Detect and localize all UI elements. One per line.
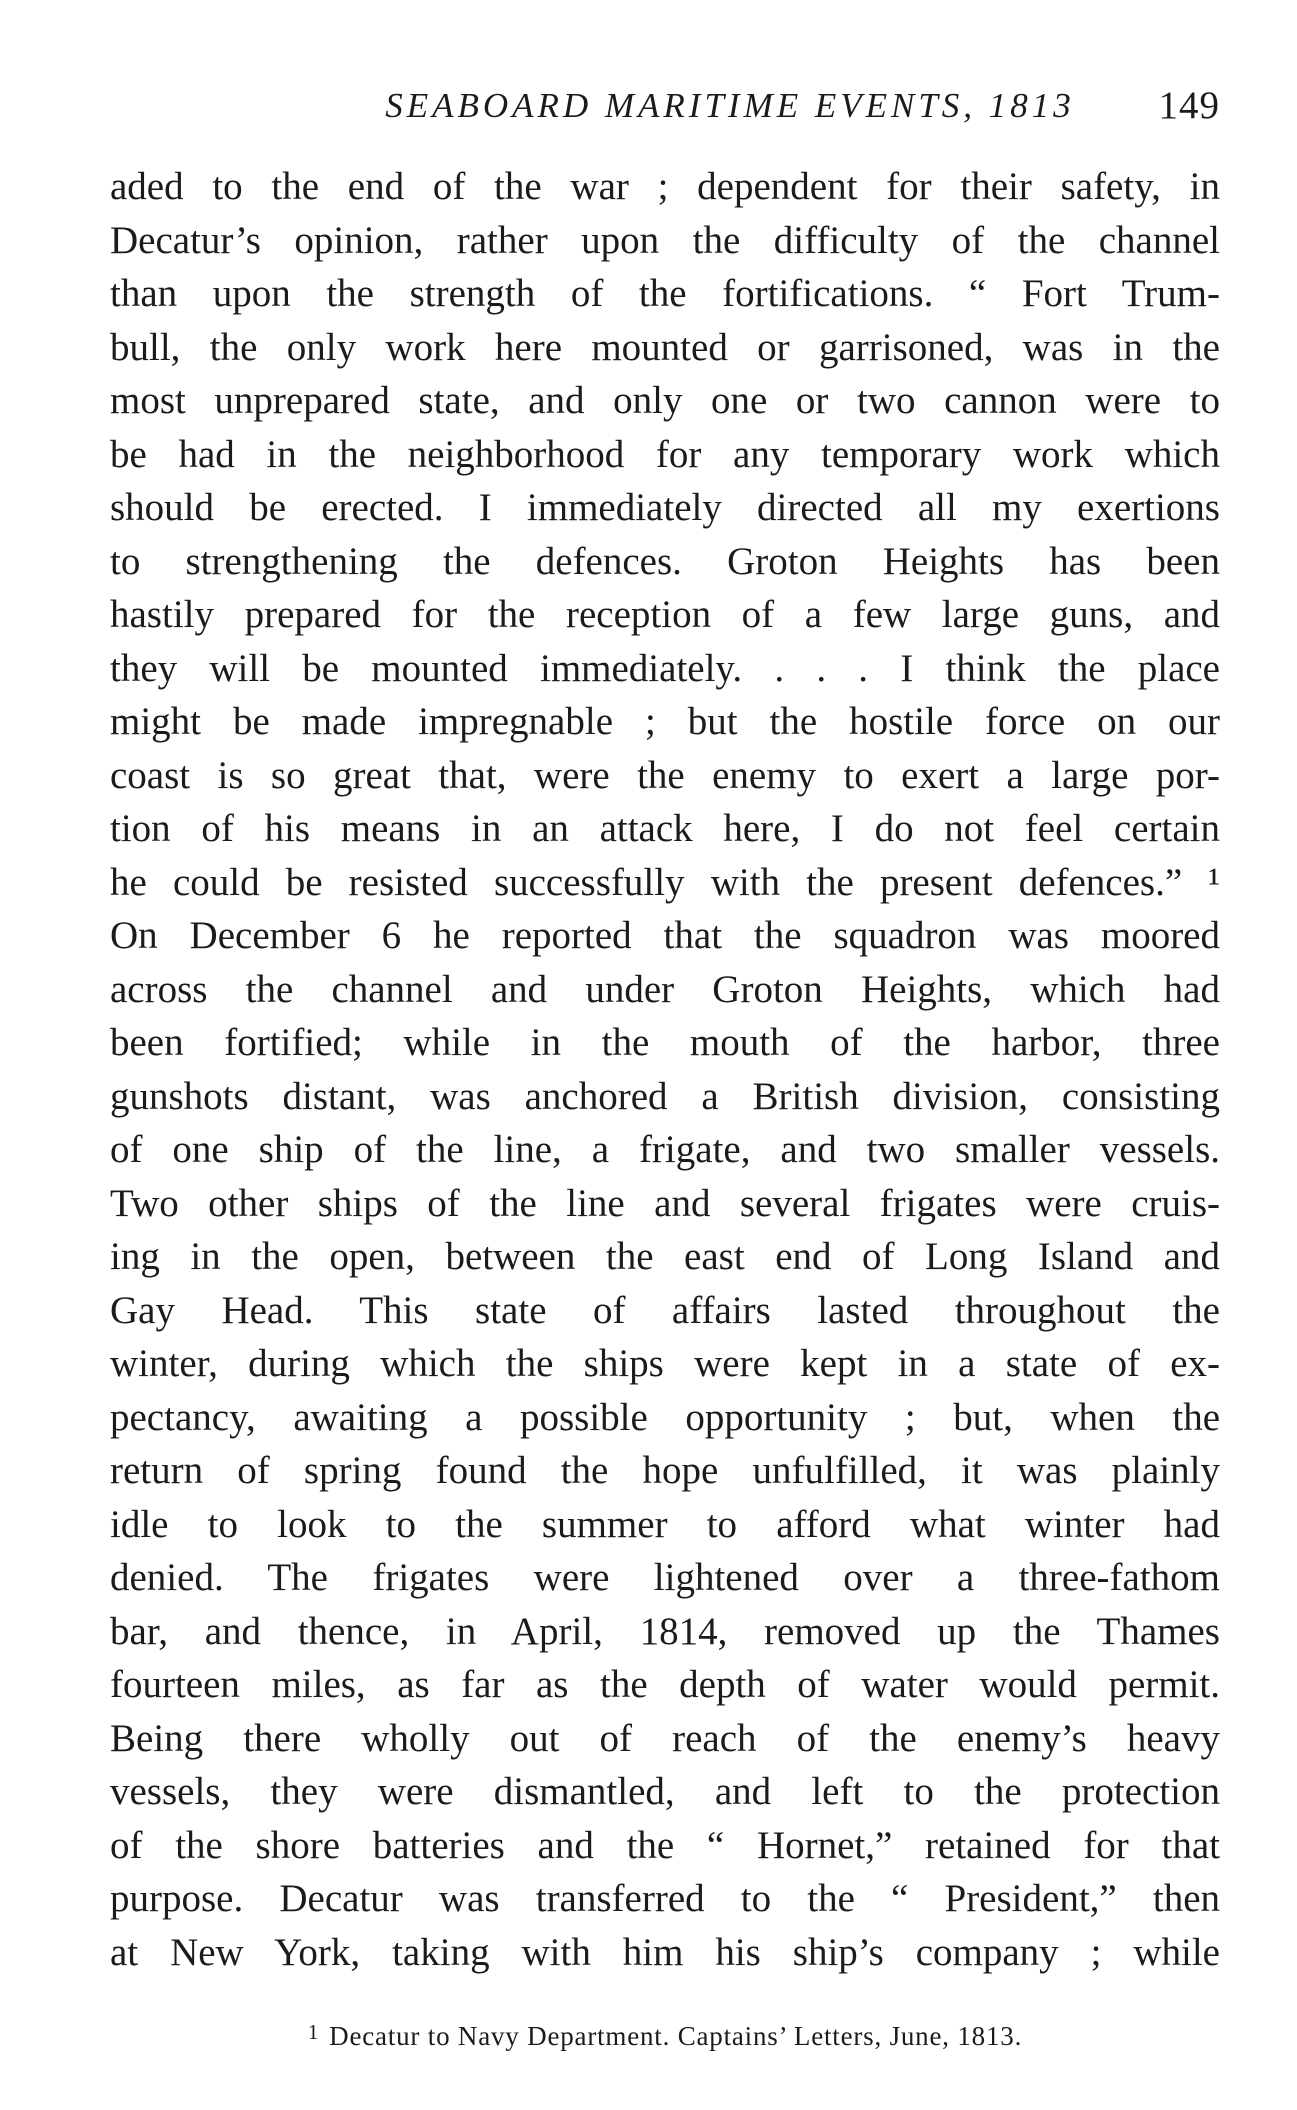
text-line: Gay Head. This state of affairs lasted throughout the <box>110 1288 1220 1332</box>
text-line: idle to look to the summer to afford what winter had <box>110 1502 1220 1546</box>
text-line: gunshots distant, was anchored a British division, consisting <box>110 1074 1220 1118</box>
text-line: might be made impregnable ; but the hostile force on our <box>110 700 1220 743</box>
text-line: bar, and thence, in April, 1814, removed up the Thames <box>110 1609 1220 1653</box>
text-line: ing in the open, between the east end of Long Island and <box>110 1235 1220 1278</box>
text-line: purpose. Decatur was transferred to the “ President,” then <box>110 1877 1220 1920</box>
text-line: vessels, they were dismantled, and left to the protection <box>110 1770 1220 1813</box>
text-line: hastily prepared for the reception of a few large guns, and <box>110 593 1220 636</box>
body-text <box>110 160 1220 1979</box>
page-number: 149 <box>1158 84 1220 127</box>
text-line: return of spring found the hope unfulfilled, it was plainly <box>110 1449 1220 1492</box>
text-line: at New York, taking with him his ship’s company ; while <box>110 1930 1220 1974</box>
text-line: he could be resisted successfully with the present defences.” ¹ <box>110 860 1220 904</box>
text-line: pectancy, awaiting a possible opportunity ; but, when the <box>110 1395 1220 1439</box>
text-line: aded to the end of the war ; dependent for their safety, in <box>110 165 1220 208</box>
text-line: tion of his means in an attack here, I do not feel certain <box>110 807 1220 850</box>
footnote-text: Decatur to Navy Department. Captains’ Letters, June, 1813. <box>329 2021 1023 2051</box>
text-line: winter, during which the ships were kept in a state of ex- <box>110 1342 1220 1385</box>
text-line: coast is so great that, were the enemy to exert a large por- <box>110 753 1220 797</box>
text-line: of one ship of the line, a frigate, and two smaller vessels. <box>110 1128 1220 1171</box>
text-line: Two other ships of the line and several frigates were cruis- <box>110 1181 1220 1225</box>
text-line: they will be mounted immediately. . . . I think the place <box>110 646 1220 690</box>
text-line: than upon the strength of the fortifications. “ Fort Trum- <box>110 272 1220 315</box>
text-line: across the channel and under Groton Heights, which had <box>110 967 1220 1011</box>
text-line: fourteen miles, as far as the depth of water would permit. <box>110 1663 1220 1706</box>
text-line: Decatur’s opinion, rather upon the difficulty of the channel <box>110 218 1220 262</box>
text-line: should be erected. I immediately directed all my exertions <box>110 486 1220 529</box>
text-line: On December 6 he reported that the squadron was moored <box>110 914 1220 957</box>
text-line: most unprepared state, and only one or two cannon were to <box>110 379 1220 422</box>
text-line: been fortified; while in the mouth of the harbor, three <box>110 1021 1220 1064</box>
text-line: Being there wholly out of reach of the enemy’s heavy <box>110 1716 1220 1760</box>
footnote-marker: 1 <box>307 2020 320 2044</box>
running-title: SEABOARD MARITIME EVENTS, 1813 <box>385 86 1075 125</box>
footnote <box>110 2012 1220 2056</box>
text-line: be had in the neighborhood for any temporary work which <box>110 432 1220 476</box>
text-line: of the shore batteries and the “ Hornet,” retained for that <box>110 1823 1220 1867</box>
text-line: bull, the only work here mounted or garrisoned, was in the <box>110 325 1220 369</box>
running-head <box>110 76 1220 136</box>
text-line: to strengthening the defences. Groton Heights has been <box>110 539 1220 583</box>
text-line: denied. The frigates were lightened over a three-fathom <box>110 1556 1220 1599</box>
